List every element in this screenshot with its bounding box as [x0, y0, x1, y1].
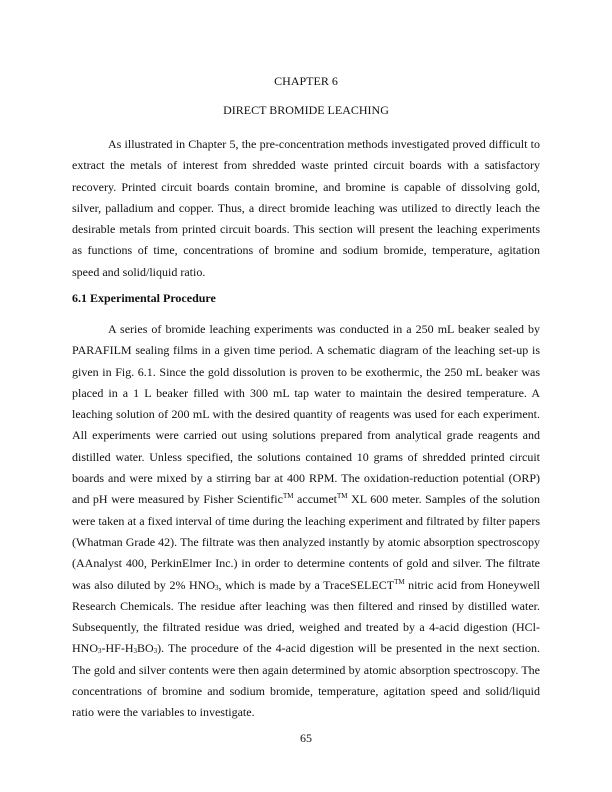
experimental-procedure-paragraph [72, 319, 540, 724]
text-run: -HF-H [101, 641, 134, 656]
page-number: 65 [300, 731, 312, 745]
section-heading: 6.1 Experimental Procedure [72, 291, 216, 305]
text-run: nitric acid from Honeywell Research Chemicals. The residue after leaching was then filtered and rinsed by distilled water. Subsequently, the filtrated residue was dried, weighed and treated by a 4-acid digestion (HCl-HNO [72, 577, 541, 656]
text-run: BO [137, 641, 154, 656]
subscript: 3 [153, 647, 158, 656]
intro-paragraph: As illustrated in Chapter 5, the pre-concentration methods investigated proved difficult to extract the metals of interest from shredded waste printed circuit boards with a satisfactory recovery. Printed circuit boards contain bromine, and bromine is capable of dissolving gold, silver, palladium and copper. Thus, a direct bromide leaching was utilized to directly leach the desirable metals from printed circuit boards. This section will present the leaching experiments as functions of time, concentrations of bromine and sodium bromide, temperature, agitation speed and solid/liquid ratio. [72, 137, 540, 279]
chapter-label: CHAPTER 6 [274, 74, 338, 88]
text-run: accumet [293, 492, 338, 507]
chapter-title: DIRECT BROMIDE LEACHING [223, 103, 389, 117]
subscript: 3 [133, 647, 137, 656]
text-run: ). The procedure of the 4-acid digestion will be presented in the next section. The gold and silver contents were then again determined by atomic absorption spectroscopy. The concentrations of bromine and sodium bromide, temperature, agitation speed and solid/liquid ratio were the variables to investigate. [72, 641, 540, 720]
text-run: , which is made by a TraceSELECT [218, 577, 395, 592]
trademark-superscript: TM [394, 577, 405, 586]
text-run: A series of bromide leaching experiments was conducted in a 250 mL beaker sealed by PARAFILM sealing films in a given time period. A schematic diagram of the leaching set-up is given in Fig. 6.1. Since the gold dissolution is proven to be exothermic, the 250 mL beaker was placed in a 1 L beaker filled with 300 mL tap water to maintain the desired temperature. A leaching solution of 200 mL with the desired quantity of reagents was used for each experiment. All experiments were carried out using solutions prepared from analytical grade reagents and distilled water. Unless specified, the solutions contained 10 grams of shredded printed circuit boards and were mixed by a stirring bar at 400 RPM. The oxidation-reduction potential (ORP) and pH were measured by Fisher Scientific [72, 322, 540, 507]
subscript: 3 [98, 647, 102, 656]
subscript: 3 [215, 583, 219, 592]
trademark-superscript: TM [337, 492, 348, 501]
trademark-superscript: TM [282, 492, 294, 501]
text-run: XL 600 meter. Samples of the solution were taken at a fixed interval of time during the leaching experiment and filtrated by filter papers (Whatman Grade 42). The filtrate was then analyzed instantly by atomic absorption spectroscopy (AAnalyst 400, PerkinElmer Inc.) in order to determine contents of gold and silver. The filtrate was also diluted by 2% HNO [72, 492, 540, 592]
